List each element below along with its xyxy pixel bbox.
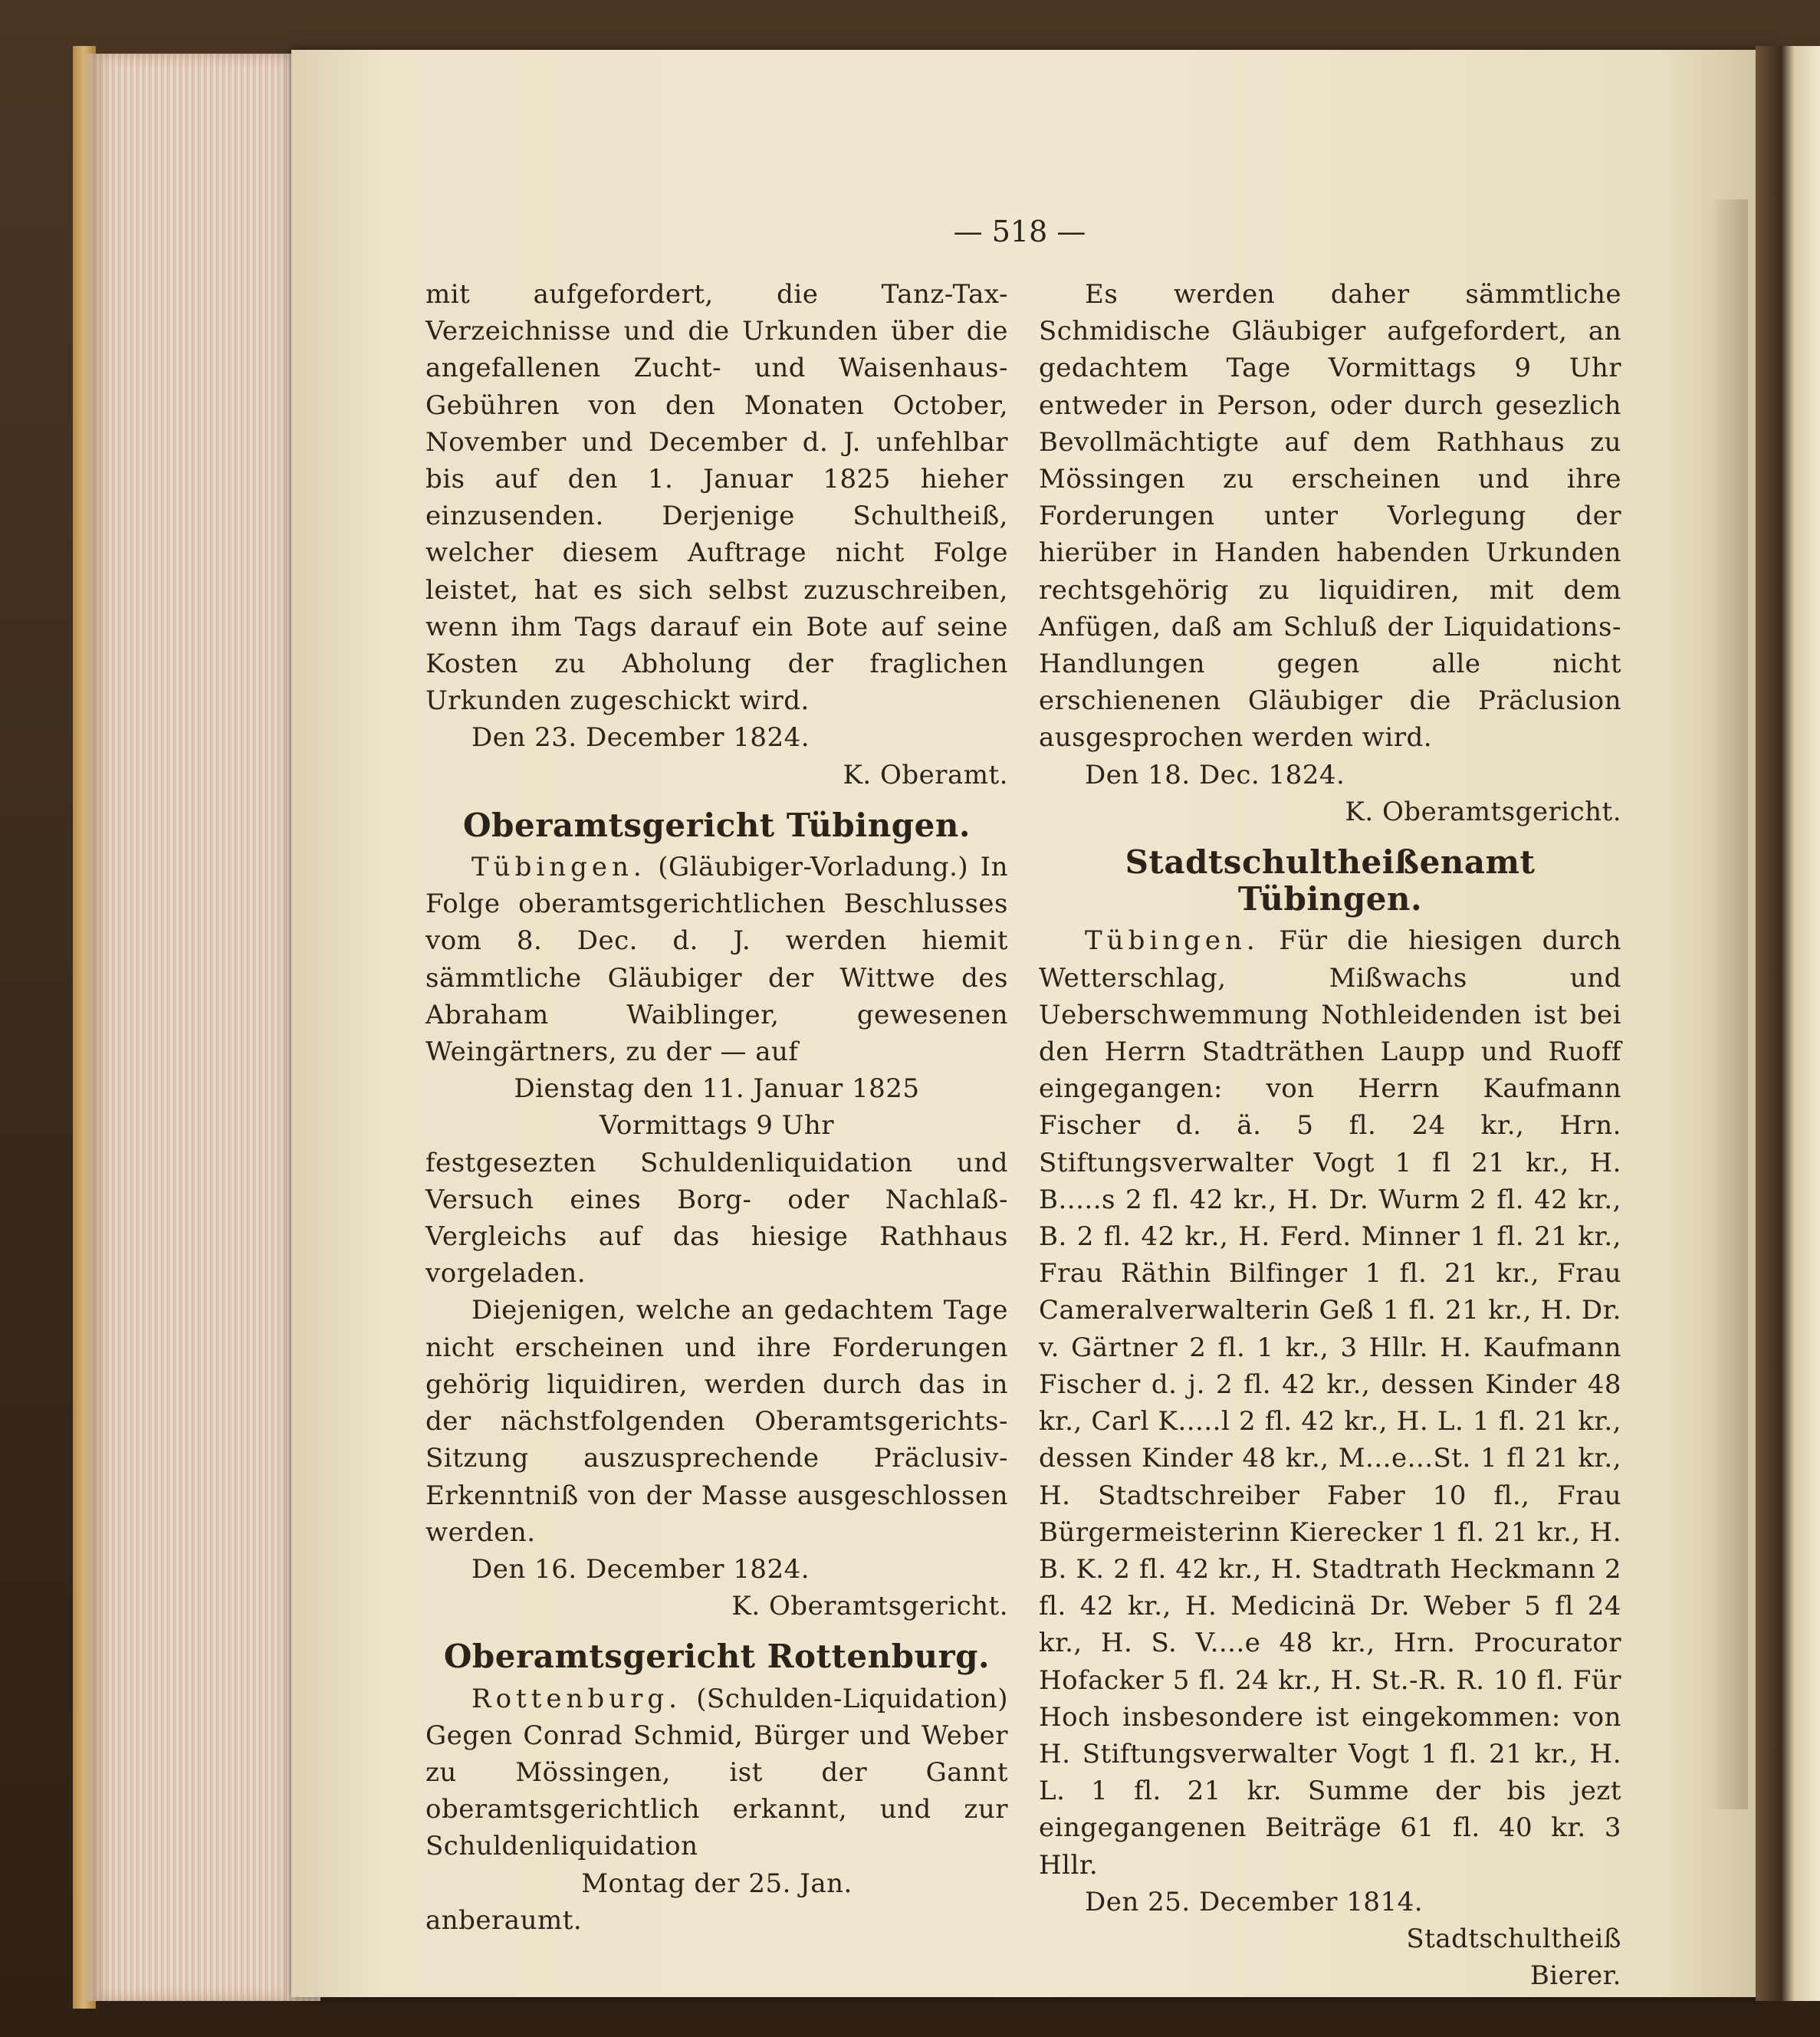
right-column xyxy=(1039,276,1621,1994)
signature: K. Oberamt. xyxy=(843,759,1008,790)
signature-title: Stadtschultheiß xyxy=(1406,1923,1621,1954)
place-lead: Tübingen. xyxy=(1085,925,1260,957)
signature: K. Oberamtsgericht. xyxy=(1345,796,1621,827)
time-line: Vormittags 9 Uhr xyxy=(599,1110,835,1142)
paragraph: Rottenburg. (Schulden-Liquidation) Gegen Conrad Schmid, Bürger und Weber zu Mössingen, ist der Gannt oberamtsgerichtlich erkannt, und zur Schuldenliquidation xyxy=(425,1683,1008,1862)
paragraph: mit aufgefordert, die Tanz-Tax-Verzeichnisse und die Urkunden über die angefallenen Zucht- und Waisenhaus-Gebühren von den Monaten October, November und December d. J. unfehlbar bis auf den 1. Januar 1825 hieher einzusenden. Derjenige Schultheiß, welcher diesem Auftrage nicht Folge leistet, hat es sich selbst zuzuschreiben, wenn ihm Tags darauf ein Bote auf seine Kosten zu Abholung der fraglichen Urkunden zugeschickt wird. xyxy=(425,279,1008,717)
page-shading xyxy=(1710,199,1748,1809)
paragraph: Es werden daher sämmtliche Schmidische Gläubiger aufgefordert, an gedachtem Tage Vormittags 9 Uhr entweder in Person, oder durch gesezlich Bevollmächtigte auf dem Rathhaus zu Mössingen zu erscheinen und ihre Forderungen unter Vorlegung der hierüber in Handen habenden Urkunden rechtsgehörig zu liquidiren, mit dem Anfügen, daß am Schluß der Liquidations-Handlungen gegen alle nicht erschienenen Gläubiger die Präclusion ausgesprochen werden wird. xyxy=(1039,279,1621,754)
date-line: Den 23. December 1824. xyxy=(471,722,810,754)
date-line: Den 18. Dec. 1824. xyxy=(1085,759,1345,790)
signature: Bierer. xyxy=(1529,1960,1621,1992)
book-gutter xyxy=(1756,46,1820,2001)
date-line: Den 25. December 1814. xyxy=(1085,1886,1424,1917)
paragraph: Tübingen. Für die hiesigen durch Wetterschlag, Mißwachs und Ueberschwemmung Nothleidenden ist bei den Herrn Stadträthen Laupp und Ruoff eingegangen: von Herrn Kaufmann Fischer d. ä. 5 fl. 24 kr., Hrn. Stiftungsverwalter Vogt 1 fl 21 kr., H. B.....s 2 fl. 42 kr., H. Dr. Wurm 2 fl. 42 kr., B. 2 fl. 42 kr., H. Ferd. Minner 1 fl. 21 kr., Frau Räthin Bilfinger 1 fl. 21 kr., Frau Cameralverwalterin Geß 1 fl. 21 kr., H. Dr. v. Gärtner 2 fl. 1 kr., 3 Hllr. H. Kaufmann Fischer d. j. 2 fl. 42 kr., dessen Kinder 48 kr., Carl K.....l 2 fl. 42 kr., H. L. 1 fl. 21 kr., dessen Kinder 48 kr., M...e...St. 1 fl 21 kr., H. Stadtschreiber Faber 10 fl., Frau Bürgermeisterinn Kierecker 1 fl. 21 kr., H. B. K. 2 fl. 42 kr., H. Stadtrath Heckmann 2 fl. 42 kr., H. Medicinä Dr. Weber 5 fl 24 kr., H. S. V....e 48 kr., Hrn. Procurator Hofacker 5 fl. 24 kr., H. St.-R. R. 10 fl. Für Hoch insbesondere ist eingekommen: von H. Stiftungsverwalter Vogt 1 fl. 21 kr., H. L. 1 fl. 21 kr. Summe der bis jezt eingegangenen Beiträge 61 fl. 40 kr. 3 Hllr. xyxy=(1039,925,1621,1881)
paragraph: festgesezten Schuldenliquidation und Versuch eines Borg- oder Nachlaß-Vergleichs auf das hiesige Rathhaus vorgeladen. xyxy=(425,1147,1008,1290)
section-heading: Oberamtsgericht Rottenburg. xyxy=(443,1638,990,1676)
signature: K. Oberamtsgericht. xyxy=(731,1591,1008,1622)
section-heading: Stadtschultheißenamt Tübingen. xyxy=(1125,843,1536,918)
place-lead: Rottenburg. xyxy=(471,1683,682,1714)
paragraph: Diejenigen, welche an gedachtem Tage nicht erscheinen und ihre Forderungen gehörig liquidiren, werden durch das in der nächstfolgenden Oberamtsgerichts-Sitzung auszusprechende Präclusiv-Erkenntniß von der Masse ausgeschlossen werden. xyxy=(425,1295,1008,1548)
page-number: — 518 — xyxy=(953,215,1086,248)
date-line: Den 16. December 1824. xyxy=(471,1553,810,1585)
date-line: Montag der 25. Jan. xyxy=(581,1868,853,1899)
date-line: Dienstag den 11. Januar 1825 xyxy=(514,1073,920,1105)
section-heading: Oberamtsgericht Tübingen. xyxy=(463,806,971,844)
paragraph: Tübingen. (Gläubiger-Vorladung.) In Folge oberamtsgerichtlichen Beschlusses vom 8. Dec. d. J. werden hiemit sämmtliche Gläubiger der Wittwe des Abraham Waiblinger, gewesenen Weingärtners, zu der — auf xyxy=(425,852,1009,1068)
paragraph: anberaumt. xyxy=(425,1904,583,1936)
left-column xyxy=(425,276,1008,1939)
place-lead: Tübingen. xyxy=(471,852,646,883)
page-block-edge xyxy=(84,54,320,2001)
